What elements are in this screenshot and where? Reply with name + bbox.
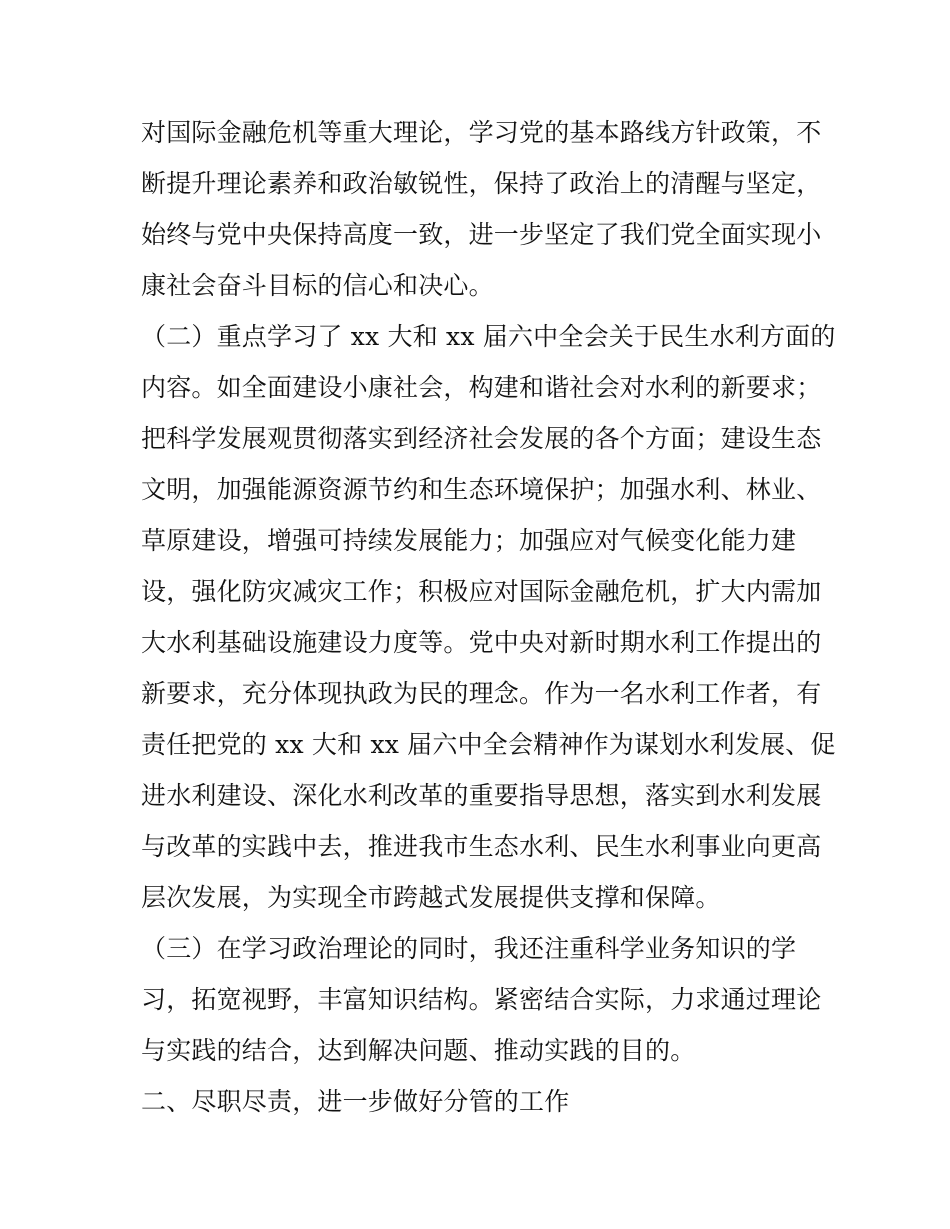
text-line: 把科学发展观贯彻落实到经济社会发展的各个方面；建设生态 [141, 424, 822, 453]
text-line: 大水利基础设施建设力度等。党中央对新时期水利工作提出的 [141, 628, 822, 657]
text-line: 习，拓宽视野，丰富知识结构。紧密结合实际，力求通过理论 [141, 985, 822, 1014]
text-line: 与实践的结合，达到解决问题、推动实践的目的。 [141, 1036, 696, 1065]
text-line: 新要求，充分体现执政为民的理念。作为一名水利工作者，有 [141, 679, 822, 708]
text-line: 康社会奋斗目标的信心和决心。 [141, 271, 494, 300]
section-heading-3: （三）在学习政治理论的同时，我还注重科学业务知识的学 [141, 934, 797, 963]
document-body [141, 107, 836, 1127]
text-line: 与改革的实践中去，推进我市生态水利、民生水利事业向更高 [141, 832, 822, 861]
text-line: 责任把党的 xx 大和 xx 届六中全会精神作为谋划水利发展、促 [141, 730, 836, 759]
text-line: 始终与党中央保持高度一致，进一步坚定了我们党全面实现小 [141, 220, 822, 249]
text-line: 对国际金融危机等重大理论，学习党的基本路线方针政策，不 [141, 118, 822, 147]
text-line: 设，强化防灾减灾工作；积极应对国际金融危机，扩大内需加 [141, 577, 822, 606]
text-line: 层次发展，为实现全市跨越式发展提供支撑和保障。 [141, 883, 721, 912]
section-heading-main: 二、尽职尽责，进一步做好分管的工作 [141, 1087, 570, 1116]
text-line: 进水利建设、深化水利改革的重要指导思想，落实到水利发展 [141, 781, 822, 810]
text-line: 文明，加强能源资源节约和生态环境保护；加强水利、林业、 [141, 475, 822, 504]
text-line: 断提升理论素养和政治敏锐性，保持了政治上的清醒与坚定， [141, 169, 822, 198]
text-line: 草原建设，增强可持续发展能力；加强应对气候变化能力建 [141, 526, 797, 555]
text-line: 内容。如全面建设小康社会，构建和谐社会对水利的新要求； [141, 373, 822, 402]
section-heading-2: （二）重点学习了 xx 大和 xx 届六中全会关于民生水利方面的 [141, 322, 836, 351]
